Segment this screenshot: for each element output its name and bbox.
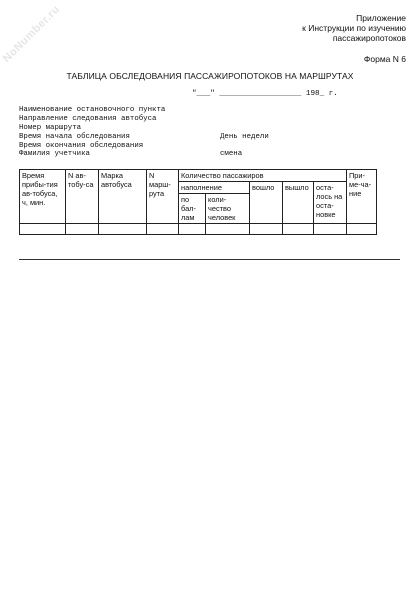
subcol-fill: наполнение bbox=[179, 182, 250, 194]
field-survey-start: Время начала обследования bbox=[19, 132, 130, 141]
watermark: NoNumber.ru bbox=[0, 3, 63, 65]
table-row bbox=[20, 224, 377, 235]
appendix-line: к Инструкции по изучению bbox=[302, 23, 406, 33]
subcol-by-points: по бал-лам bbox=[179, 194, 206, 224]
table-cell bbox=[283, 224, 314, 235]
appendix-line: Приложение bbox=[356, 13, 406, 23]
field-counter-surname: Фамилия учетчика bbox=[19, 150, 90, 159]
field-row bbox=[19, 115, 165, 124]
field-row bbox=[19, 132, 269, 142]
appendix-note bbox=[302, 13, 406, 43]
subcol-people-count: коли-чество человек bbox=[206, 194, 250, 224]
subcol-remaining: оста-лось на оста-новке bbox=[314, 182, 347, 224]
field-survey-end: Время окончания обследования bbox=[19, 141, 144, 150]
survey-table bbox=[19, 169, 377, 235]
table-cell bbox=[347, 224, 377, 235]
subcol-entered: вошло bbox=[250, 182, 283, 224]
table-cell bbox=[147, 224, 179, 235]
field-row bbox=[19, 106, 165, 115]
field-weekday: День недели bbox=[220, 132, 269, 141]
header-fields bbox=[19, 106, 269, 159]
table-cell bbox=[20, 224, 66, 235]
date-line: "___" __________________ 198_ г. bbox=[192, 90, 338, 98]
table-cell bbox=[179, 224, 206, 235]
table-cell bbox=[99, 224, 147, 235]
field-row bbox=[19, 150, 243, 159]
table-cell bbox=[314, 224, 347, 235]
table-cell bbox=[66, 224, 99, 235]
table-cell bbox=[206, 224, 250, 235]
document-title: ТАБЛИЦА ОБСЛЕДОВАНИЯ ПАССАЖИРОПОТОКОВ НА МАРШРУТАХ bbox=[66, 71, 354, 81]
col-note: При-ме-ча-ние bbox=[347, 170, 377, 224]
col-passenger-count: Количество пассажиров bbox=[179, 170, 347, 182]
field-stop-name: Наименование остановочного пункта bbox=[19, 106, 166, 114]
form-number: Форма N 6 bbox=[363, 54, 406, 64]
appendix-line: пассажиропотоков bbox=[332, 33, 406, 43]
field-row bbox=[19, 142, 165, 151]
col-bus-number: N ав-тобу-са bbox=[66, 170, 99, 224]
field-row bbox=[19, 124, 165, 133]
field-shift: смена bbox=[220, 150, 243, 159]
table-header-row bbox=[20, 170, 377, 182]
divider bbox=[19, 259, 400, 260]
field-bus-direction: Направление следования автобуса bbox=[19, 114, 157, 123]
col-bus-brand: Марка автобуса bbox=[99, 170, 147, 224]
col-route-number: N марш-рута bbox=[147, 170, 179, 224]
table-cell bbox=[250, 224, 283, 235]
col-arrival-time: Время прибы-тия ав-тобуса, ч, мин. bbox=[20, 170, 66, 224]
subcol-exited: вышло bbox=[283, 182, 314, 224]
field-route-number: Номер маршрута bbox=[19, 123, 82, 132]
